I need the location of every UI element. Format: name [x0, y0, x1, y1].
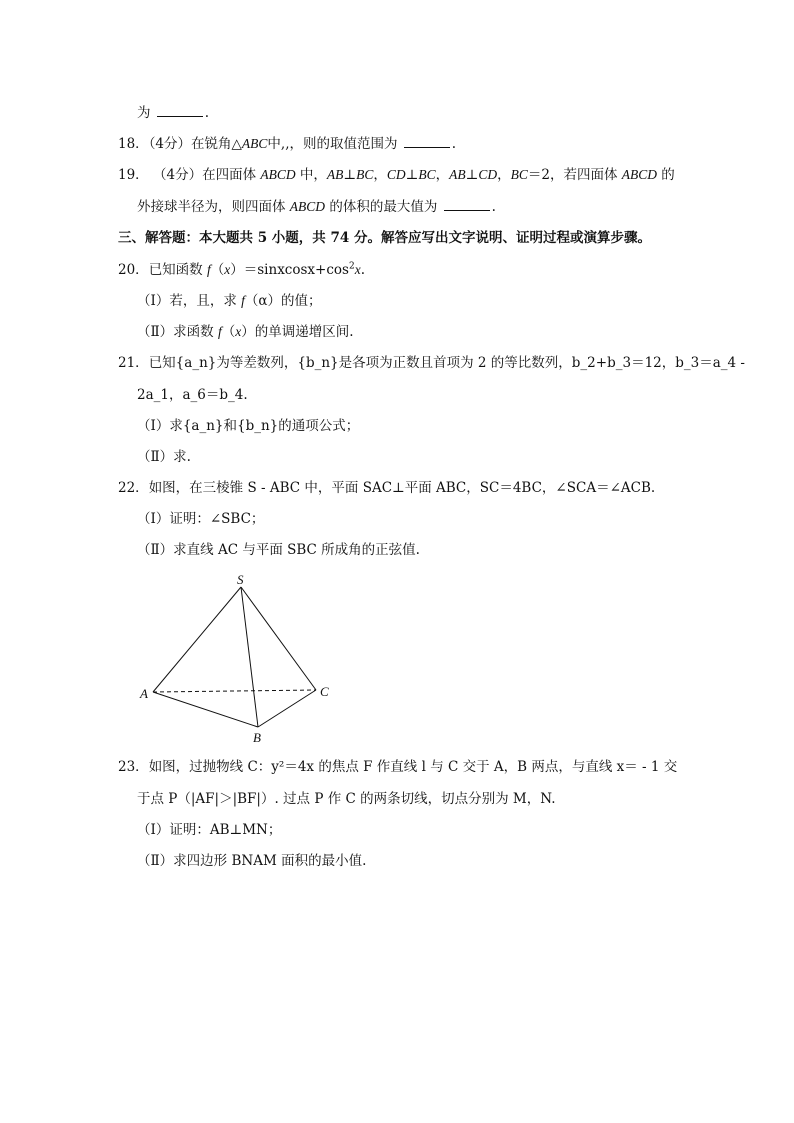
- edge-AC-hidden: [153, 690, 316, 692]
- q21-number: 21．: [118, 355, 149, 371]
- q19-segment: ，: [373, 167, 387, 183]
- q19-segment: ABCD: [621, 167, 657, 182]
- q19-segment: （4分）在四面体: [152, 167, 261, 183]
- q20-end: .: [360, 262, 365, 278]
- q20-part2-text: （Ⅱ）求函数: [137, 324, 218, 340]
- q18-triangle: ABC: [241, 136, 268, 151]
- q20-part1-rest: （α）的值；: [244, 293, 322, 309]
- q17-tail: [137, 104, 209, 122]
- question-21-line1: [118, 354, 745, 372]
- tetrahedron-figure: [130, 570, 350, 750]
- answer-blank: [404, 135, 450, 148]
- question-19-line2: [137, 198, 496, 216]
- q19-line2c: 的体积的最大值为: [325, 199, 442, 215]
- q23-part2: （Ⅱ）求四边形 BNAM 面积的最小值.: [137, 853, 367, 869]
- question-20: [118, 261, 365, 279]
- q20-f: f: [206, 262, 211, 277]
- section-3-heading: 三、解答题：本大题共 5 小题，共 74 分。解答应写出文字说明、证明过程或演算步骤。: [118, 230, 651, 246]
- q19-text: [153, 167, 675, 183]
- q18-rest: 中,,，则的取值范围为: [267, 136, 402, 152]
- q21-part2: （Ⅱ）求.: [137, 449, 191, 465]
- q19-number: 19．: [118, 167, 149, 183]
- q20-text: 已知函数: [148, 262, 207, 278]
- q19-segment: ＝2，若四面体: [527, 167, 622, 183]
- q18-number: 18．: [118, 136, 149, 152]
- q18-end: .: [451, 136, 457, 152]
- q20-part2-rest: ）的单调递增区间.: [241, 324, 354, 340]
- q22-number: 22．: [118, 480, 149, 496]
- label-C: C: [320, 684, 329, 699]
- label-B: B: [253, 730, 261, 745]
- q19-segment: CD: [478, 167, 498, 182]
- q22-part1: （Ⅰ）证明：∠SBC；: [137, 511, 265, 527]
- q20-sup: 2: [348, 261, 355, 272]
- label-A: A: [140, 686, 148, 701]
- q20-x: x: [224, 262, 231, 277]
- q19-segment: AB: [449, 167, 466, 182]
- q19-segment: ⊥: [405, 167, 419, 183]
- q20-expr: ）＝sinxcosx+cos: [230, 262, 349, 278]
- q19-segment: 的: [657, 167, 675, 183]
- answer-blank: [157, 104, 203, 117]
- edge-SB: [241, 587, 258, 727]
- q19-segment: BC: [510, 167, 528, 182]
- q19-segment: ABCD: [260, 167, 296, 182]
- q23-part1: （Ⅰ）证明：AB⊥MN；: [137, 822, 282, 838]
- q19-segment: BC: [356, 167, 374, 182]
- question-23-line2: 于点 P（|AF|＞|BF|）. 过点 P 作 C 的两条切线，切点分别为 M，N.: [137, 791, 556, 807]
- edge-SC: [241, 587, 316, 690]
- q19-end: .: [491, 199, 496, 215]
- question-22: [118, 479, 655, 497]
- question-21-line2: 2a_1，a_6＝b_4.: [137, 387, 248, 403]
- q19-segment: ⊥: [343, 167, 357, 183]
- q22-part2: （Ⅱ）求直线 AC 与平面 SBC 所成角的正弦值.: [137, 542, 420, 558]
- q19-segment: AB: [326, 167, 344, 182]
- question-18: [118, 135, 456, 153]
- edge-AB: [153, 692, 258, 727]
- q23-line1: 如图，过抛物线 C：y²＝4x 的焦点 F 作直线 l 与 C 交于 A，B 两点，与直线 x＝ - 1 交: [148, 759, 678, 775]
- q21-part1: （Ⅰ）求{a_n}和{b_n}的通项公式；: [137, 418, 360, 434]
- q19-abcd: ABCD: [289, 199, 326, 214]
- q20-part2-f: f: [217, 324, 222, 339]
- q19-line2a: 外接球半径为，则四面体: [137, 199, 290, 215]
- q19-segment: BC: [418, 167, 436, 182]
- q22-line1: 如图，在三棱锥 S - ABC 中，平面 SAC⊥平面 ABC，SC＝4BC，∠SCA＝∠ACB.: [148, 480, 656, 496]
- q19-segment: CD: [386, 167, 406, 182]
- q21-line1: 已知{a_n}为等差数列，{b_n}是各项为正数且首项为 2 的等比数列，b_2+b_3＝12，b_3＝a_4 -: [148, 355, 745, 371]
- edge-BC: [258, 690, 316, 727]
- q20-x2: x: [354, 262, 361, 277]
- question-23-line1: [118, 758, 677, 776]
- edge-SA: [153, 587, 241, 692]
- q20-paren: （: [210, 262, 225, 278]
- q20-part2-paren: （: [221, 324, 236, 340]
- q23-number: 23．: [118, 759, 149, 775]
- q20-part1-f: f: [241, 293, 245, 308]
- q20-number: 20．: [118, 262, 149, 278]
- q18-body: （4分）在锐角△: [148, 136, 242, 152]
- question-19-line1: [118, 166, 675, 184]
- q19-segment: 中，: [295, 167, 327, 183]
- label-S: S: [237, 572, 244, 587]
- answer-blank: [444, 198, 490, 211]
- q20-part1: [137, 292, 322, 310]
- q17-suffix: .: [204, 105, 210, 121]
- q19-segment: ，: [435, 167, 450, 183]
- q20-part2-x: x: [235, 324, 242, 339]
- q20-part1-text: （Ⅰ）若，且，求: [137, 293, 242, 309]
- q19-segment: ，: [497, 167, 511, 183]
- q20-part2: [137, 323, 354, 341]
- q19-segment: ⊥: [465, 167, 479, 183]
- q17-prefix: 为: [137, 105, 155, 121]
